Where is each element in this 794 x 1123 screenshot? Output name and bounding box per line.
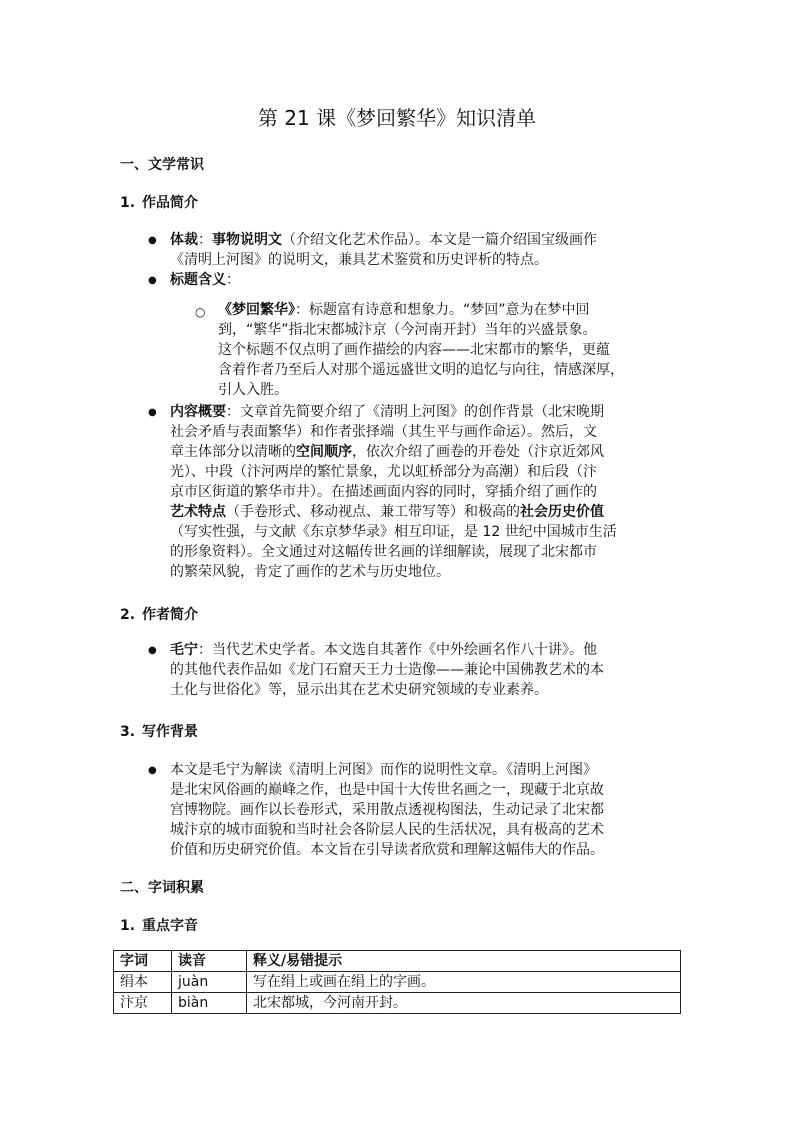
summary-text: ，依次介绍了画卷的开卷处（汴京近郊风 bbox=[352, 444, 604, 460]
bullet-icon: ● bbox=[148, 235, 157, 246]
meaning-colon: ： bbox=[226, 272, 240, 288]
bullet-icon: ● bbox=[148, 407, 157, 418]
background-line-5: 价值和历史研究价值。本文旨在引导读者欣赏和理解这幅伟大的作品。 bbox=[170, 842, 604, 858]
summary-strong: 艺术特点 bbox=[170, 504, 226, 520]
author-line-1 bbox=[170, 640, 597, 660]
summary-text: 章主体部分以清晰的 bbox=[170, 444, 296, 460]
subheading-number: 1. bbox=[120, 918, 136, 934]
genre-line-1 bbox=[170, 230, 597, 250]
meaning-sub-line-3: 这个标题不仅点明了画作描绘的内容——北宋都市的繁华，更蕴 bbox=[218, 342, 610, 358]
page-title: 第 21 课《梦回繁华》知识清单 bbox=[257, 106, 537, 130]
background-line-4: 城汴京的城市面貌和当时社会各阶层人民的生活状况，具有极高的艺术 bbox=[170, 822, 604, 838]
genre-strong: 事物说明文 bbox=[212, 232, 282, 248]
summary-strong: 空间顺序 bbox=[296, 444, 352, 460]
author-name: 毛宁 bbox=[170, 642, 198, 658]
summary-line-2: 社会矛盾与表面繁华）和作者张择端（其生平与画作命运）。然后，文 bbox=[170, 424, 597, 440]
section-heading-vocabulary: 二、字词积累 bbox=[120, 880, 204, 896]
subheading-author bbox=[120, 605, 198, 625]
background-line-2: 是北宋风俗画的巅峰之作，也是中国十大传世名画之一，现藏于北京故 bbox=[170, 782, 604, 798]
subheading-number: 3. bbox=[120, 724, 136, 740]
table-cell-pinyin: biàn bbox=[172, 993, 247, 1014]
summary-text: （手卷形式、移动视点、兼工带写等）和极高的 bbox=[226, 504, 520, 520]
genre-line-2: 《清明上河图》的说明文，兼具艺术鉴赏和历史评析的特点。 bbox=[170, 252, 548, 268]
subheading-text: 重点字音 bbox=[142, 918, 198, 934]
summary-line-8: 的形象资料）。全文通过对这幅传世名画的详细解读，展现了北宋都市 bbox=[170, 544, 597, 560]
background-line-1: 本文是毛宁为解读《清明上河图》而作的说明性文章。《清明上河图》 bbox=[170, 762, 597, 778]
summary-strong: 社会历史价值 bbox=[520, 504, 604, 520]
summary-line-6 bbox=[170, 502, 604, 522]
meaning-line bbox=[170, 270, 240, 290]
table-header-cell: 字词 bbox=[114, 951, 172, 972]
genre-label: 体裁 bbox=[170, 232, 198, 248]
table-cell-meaning: 写在绢上或画在绢上的字画。 bbox=[247, 972, 681, 993]
sub-bullet-icon: ○ bbox=[195, 305, 206, 319]
bullet-icon: ● bbox=[148, 275, 157, 286]
background-line-3: 宫博物院。画作以长卷形式，采用散点透视构图法，生动记录了北宋都 bbox=[170, 802, 604, 818]
table-row bbox=[114, 993, 681, 1014]
summary-text: ：文章首先简要介绍了《清明上河图》的创作背景（北宋晚期 bbox=[226, 404, 604, 420]
table-cell-word: 绢本 bbox=[114, 972, 172, 993]
summary-line-5: 京市区街道的繁华市井）。在描述画面内容的同时，穿插介绍了画作的 bbox=[170, 484, 597, 500]
meaning-sub-label: 《梦回繁华》 bbox=[218, 302, 295, 318]
subheading-number: 2. bbox=[120, 607, 136, 623]
table-cell-word: 汴京 bbox=[114, 993, 172, 1014]
summary-line-4: 光）、中段（汴河两岸的繁忙景象，尤以虹桥部分为高潮）和后段（汴 bbox=[170, 464, 597, 480]
author-text: ：当代艺术史学者。本文选自其著作《中外绘画名作八十讲》。他 bbox=[198, 642, 597, 658]
meaning-sub-line-1 bbox=[218, 300, 590, 320]
subheading-text: 作品简介 bbox=[142, 195, 198, 211]
author-line-3: 土化与世俗化》等，显示出其在艺术史研究领域的专业素养。 bbox=[170, 682, 548, 698]
meaning-sub-text: ：标题富有诗意和想象力。“梦回”意为在梦中回 bbox=[295, 302, 590, 318]
subheading-background bbox=[120, 722, 198, 742]
table-header-cell: 读音 bbox=[172, 951, 247, 972]
table-cell-meaning: 北宋都城，今河南开封。 bbox=[247, 993, 681, 1014]
meaning-label: 标题含义 bbox=[170, 272, 226, 288]
bullet-icon: ● bbox=[148, 765, 157, 776]
meaning-sub-line-2: 到，“繁华”指北宋都城汴京（今河南开封）当年的兴盛景象。 bbox=[218, 322, 597, 338]
genre-rest: （介绍文化艺术作品）。本文是一篇介绍国宝级画作 bbox=[282, 232, 597, 248]
pronunciation-table bbox=[113, 950, 681, 1014]
subheading-text: 作者简介 bbox=[142, 607, 198, 623]
summary-line-1 bbox=[170, 402, 604, 422]
subheading-work-intro bbox=[120, 193, 198, 213]
bullet-icon: ● bbox=[148, 645, 157, 656]
subheading-number: 1. bbox=[120, 195, 136, 211]
subheading-pronunciation bbox=[120, 916, 198, 936]
table-cell-pinyin: juàn bbox=[172, 972, 247, 993]
summary-line-9: 的繁荣风貌，肯定了画作的艺术与历史地位。 bbox=[170, 564, 450, 580]
meaning-sub-line-4: 含着作者乃至后人对那个遥远盛世文明的追忆与向往，情感深厚， bbox=[218, 362, 624, 378]
table-header-row bbox=[114, 951, 681, 972]
meaning-sub-line-5: 引人入胜。 bbox=[218, 382, 288, 398]
section-heading-literature: 一、文学常识 bbox=[120, 157, 204, 173]
summary-line-7: （写实性强，与文献《东京梦华录》相互印证，是 12 世纪中国城市生活 bbox=[170, 524, 617, 540]
table-row bbox=[114, 972, 681, 993]
genre-colon: ： bbox=[198, 232, 212, 248]
subheading-text: 写作背景 bbox=[142, 724, 198, 740]
author-line-2: 的其他代表作品如《龙门石窟天王力士造像——兼论中国佛教艺术的本 bbox=[170, 662, 604, 678]
table-header-cell: 释义/易错提示 bbox=[247, 951, 681, 972]
summary-line-3 bbox=[170, 442, 604, 462]
summary-label: 内容概要 bbox=[170, 404, 226, 420]
